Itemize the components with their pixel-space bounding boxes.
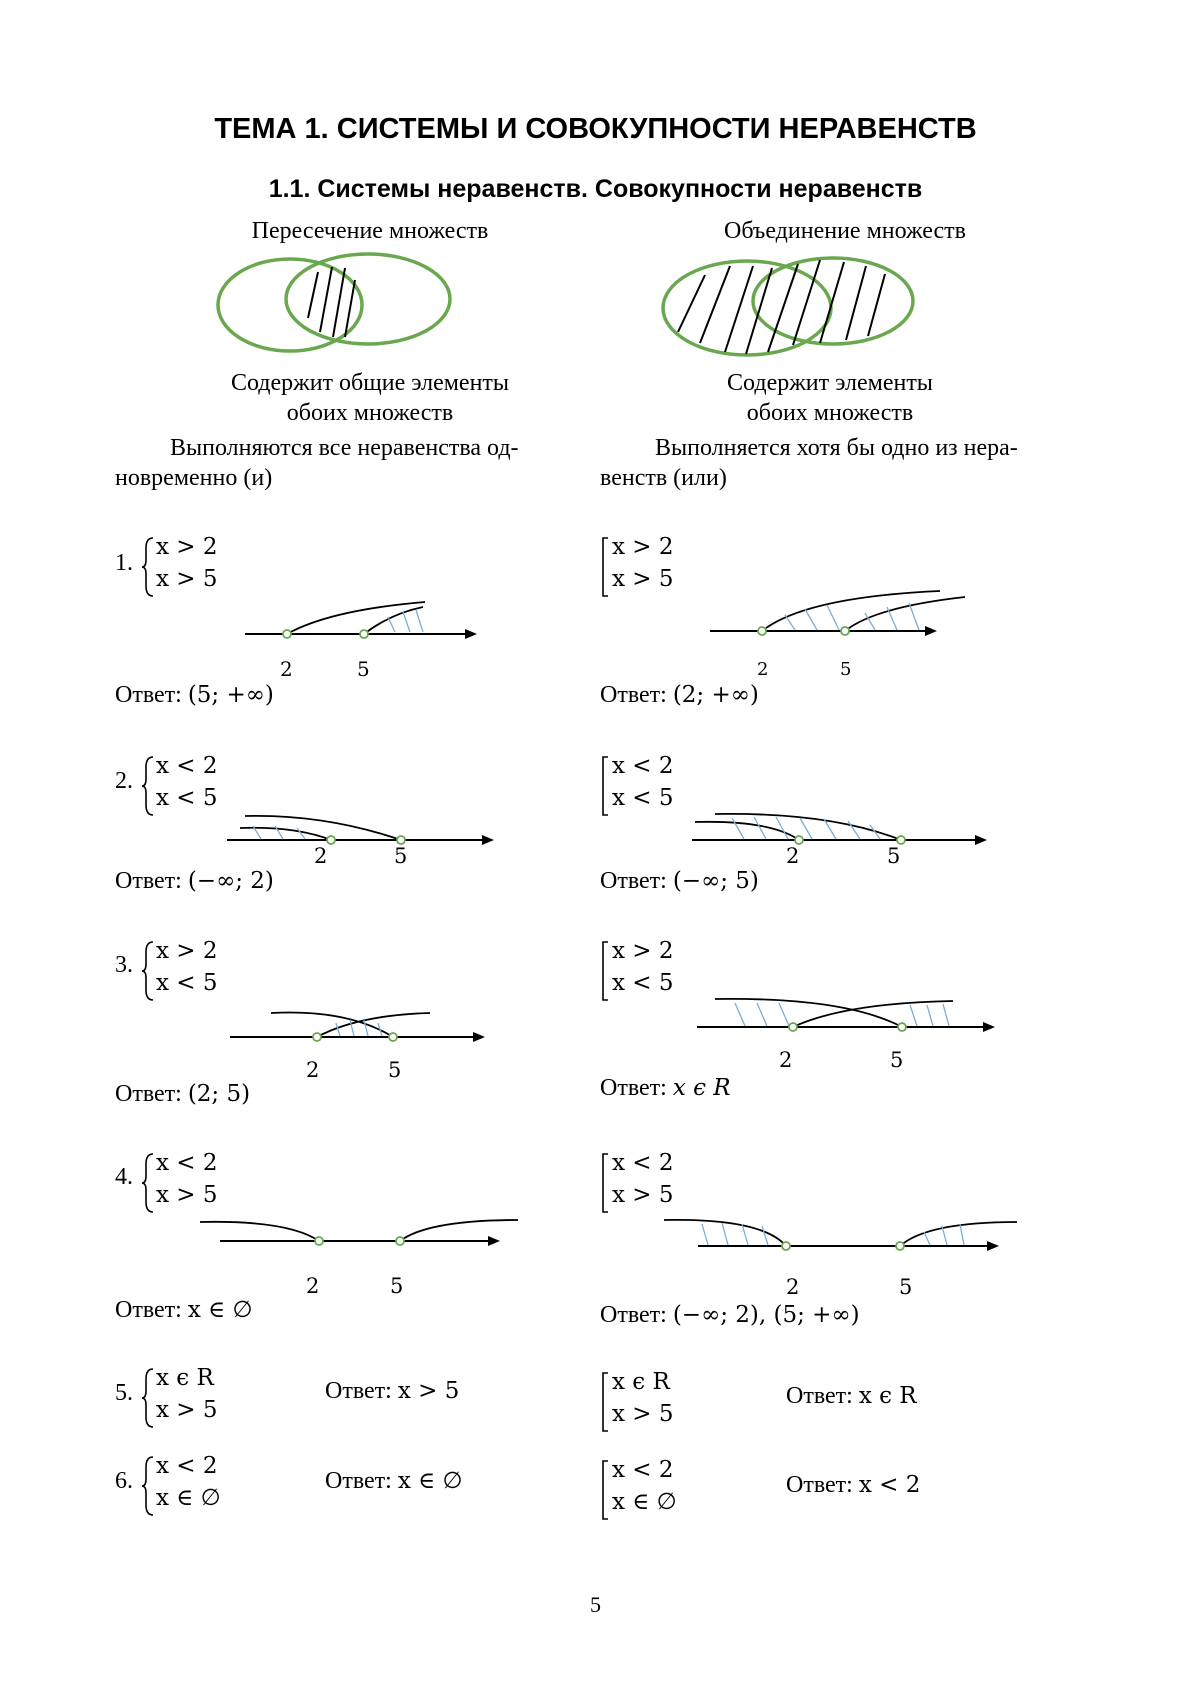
- system-inequalities: x > 2 x < 5: [156, 938, 218, 996]
- answer-line: Ответ: x ∈ ∅: [115, 1297, 253, 1323]
- tick-label: 2: [306, 1058, 320, 1082]
- tick-label: 2: [779, 1048, 793, 1072]
- collection-bracket: [600, 1459, 610, 1521]
- number-line-intersection-2: [225, 808, 495, 858]
- tick-label: 5: [390, 1274, 404, 1298]
- example-number: 1.: [115, 550, 133, 576]
- answer-line: Ответ: (2; +∞): [600, 682, 759, 708]
- system-brace: [141, 1367, 155, 1429]
- venn-intersection-diagram: [200, 250, 510, 380]
- page-title: ТЕМА 1. СИСТЕМЫ И СОВОКУПНОСТИ НЕРАВЕНСТВ: [214, 113, 977, 145]
- answer-line: Ответ: (−∞; 2), (5; +∞): [600, 1302, 860, 1328]
- number-line-union-3: [695, 995, 995, 1045]
- system-inequalities: x ϵ R x > 5: [156, 1365, 218, 1423]
- section-subtitle: 1.1. Системы неравенств. Совокупности неравенств: [268, 175, 923, 203]
- collection-inequalities: x < 2 x ∈ ∅: [612, 1457, 677, 1515]
- collection-inequalities: x ϵ R x > 5: [612, 1369, 674, 1427]
- answer-line: Ответ: (−∞; 5): [600, 868, 759, 894]
- number-line-intersection-4: [198, 1210, 528, 1255]
- tick-label: 2: [280, 657, 293, 681]
- venn-union-diagram: [650, 250, 970, 380]
- intersection-rule: Выполняются все неравенства од- новременно (и): [115, 435, 519, 491]
- tick-label: 5: [394, 844, 408, 868]
- example-number: 2.: [115, 768, 133, 794]
- system-inequalities: x < 2 x ∈ ∅: [156, 1453, 221, 1511]
- answer-line: Ответ: (5; +∞): [115, 682, 274, 708]
- example-number: 5.: [115, 1380, 133, 1406]
- union-description: Содержит элементы обоих множеств: [727, 370, 933, 426]
- system-brace: [141, 1152, 155, 1214]
- tick-label: 2: [786, 1275, 800, 1299]
- collection-bracket: [600, 940, 610, 1002]
- answer-line: Ответ: x ϵ R: [600, 1075, 731, 1101]
- collection-inequalities: x < 2 x < 5: [612, 753, 674, 811]
- example-number: 4.: [115, 1164, 133, 1190]
- collection-bracket: [600, 536, 610, 598]
- example-number: 6.: [115, 1468, 133, 1494]
- union-rule: Выполняется хотя бы одно из нера- венств (или): [600, 435, 1018, 491]
- answer-line: Ответ: (2; 5): [115, 1081, 251, 1107]
- collection-inequalities: x > 2 x < 5: [612, 938, 674, 996]
- tick-label: 2: [314, 844, 328, 868]
- system-brace: [141, 755, 155, 817]
- collection-inequalities: x > 2 x > 5: [612, 534, 674, 592]
- system-brace: [141, 1455, 155, 1517]
- number-line-union-2: [690, 808, 990, 858]
- number-line-union-4: [662, 1210, 1022, 1260]
- system-inequalities: x > 2 x > 5: [156, 534, 218, 592]
- answer-line: Ответ: x < 2: [786, 1472, 921, 1498]
- page-number: 5: [590, 1592, 601, 1617]
- example-number: 3.: [115, 952, 133, 978]
- answer-line: Ответ: (−∞; 2): [115, 868, 274, 894]
- tick-label: 5: [899, 1275, 913, 1299]
- number-line-intersection-3: [228, 1005, 488, 1055]
- intersection-description: Содержит общие элементы обоих множеств: [230, 370, 510, 426]
- tick-label: 2: [306, 1274, 320, 1298]
- tick-label: 5: [890, 1048, 904, 1072]
- tick-label: 2: [786, 844, 800, 868]
- answer-line: Ответ: x ϵ R: [786, 1383, 917, 1409]
- intersection-heading: Пересечение множеств: [251, 218, 489, 244]
- union-heading: Объединение множеств: [723, 218, 966, 244]
- system-inequalities: x < 2 x < 5: [156, 753, 218, 811]
- answer-line: Ответ: x ∈ ∅: [325, 1468, 463, 1494]
- number-line-union-1: [705, 585, 965, 665]
- system-inequalities: x < 2 x > 5: [156, 1150, 218, 1208]
- tick-label: 5: [357, 657, 370, 681]
- collection-bracket: [600, 1152, 610, 1214]
- answer-line: Ответ: x > 5: [325, 1378, 460, 1404]
- system-brace: [141, 940, 155, 1002]
- tick-label: 5: [840, 659, 852, 680]
- tick-label: 5: [887, 844, 901, 868]
- collection-bracket: [600, 755, 610, 817]
- collection-bracket: [600, 1371, 610, 1433]
- collection-inequalities: x < 2 x > 5: [612, 1150, 674, 1208]
- system-brace: [141, 536, 155, 598]
- tick-label: 2: [757, 659, 769, 680]
- tick-label: 5: [388, 1058, 402, 1082]
